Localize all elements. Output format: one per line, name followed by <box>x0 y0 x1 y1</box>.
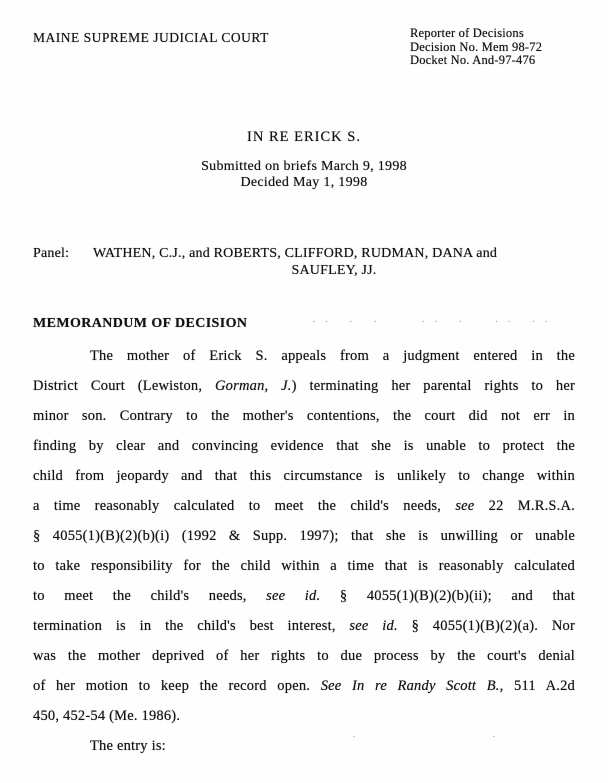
citation-italic: see <box>455 498 475 514</box>
body-line <box>33 611 575 641</box>
scan-artifact: · <box>352 731 365 743</box>
body-line <box>33 521 575 551</box>
body-text-segment: was the mother deprived of her rights to due process by the court's denial <box>33 648 575 664</box>
citation-italic: See In re Randy Scott B. <box>320 678 500 694</box>
body-text-segment: § 4055(1)(B)(2)(a). Nor <box>397 618 575 634</box>
body-line <box>33 401 575 431</box>
citation-italic: see id. <box>349 618 398 634</box>
body-line <box>33 701 575 731</box>
submitted-date: Submitted on briefs March 9, 1998 <box>201 159 407 174</box>
panel-label: Panel: <box>33 246 70 261</box>
scan-artifact: ·· · · ·· · ·· ·· <box>312 316 558 328</box>
panel-judges-line1: WATHEN, C.J., and ROBERTS, CLIFFORD, RUDMAN, DANA and <box>93 246 498 261</box>
body-text-segment: to take responsibility for the child within a time that is reasonably calculated <box>33 558 575 574</box>
body-text-segment: termination is in the child's best interest, <box>33 618 350 634</box>
body-line <box>33 341 575 371</box>
body-text-segment: , 511 A.2d <box>499 678 576 694</box>
body-text <box>33 341 575 761</box>
body-text-segment: minor son. Contrary to the mother's contentions, the court did not err in <box>33 408 575 424</box>
body-text-segment: of her motion to keep the record open. <box>33 678 321 694</box>
body-line <box>33 671 575 701</box>
body-line <box>33 551 575 581</box>
title-block <box>0 129 608 191</box>
body-text-segment: to meet the child's needs, <box>33 588 267 604</box>
body-text-segment: child from jeopardy and that this circumstance is unlikely to change within <box>33 468 575 484</box>
body-line <box>33 461 575 491</box>
body-line <box>33 431 575 461</box>
case-title: IN RE ERICK S. <box>247 129 361 145</box>
body-line <box>33 491 575 521</box>
citation-italic: see id. <box>266 588 321 604</box>
panel-judges-line2: SAUFLEY, JJ. <box>291 263 377 278</box>
reporter-block <box>410 27 542 68</box>
body-text-segment: The entry is: <box>90 738 166 754</box>
body-text-segment: a time reasonably calculated to meet the child's needs, <box>33 498 456 514</box>
memorandum-heading: MEMORANDUM OF DECISION <box>33 316 248 331</box>
body-line <box>33 641 575 671</box>
body-text-segment: finding by clear and convincing evidence that she is unable to protect the <box>33 438 575 454</box>
body-text-segment: 450, 452-54 (Me. 1986). <box>33 708 181 724</box>
panel-judges <box>93 245 575 279</box>
court-name: MAINE SUPREME JUDICIAL COURT <box>33 30 269 45</box>
decided-date: Decided May 1, 1998 <box>240 175 368 190</box>
body-text-segment: 22 M.R.S.A. <box>474 498 575 514</box>
body-text-segment: ) terminating her parental rights to her <box>291 378 576 394</box>
scan-artifact: · <box>492 731 505 743</box>
body-line <box>33 371 575 401</box>
body-text-segment: § 4055(1)(B)(2)(b)(ii); and that <box>320 588 575 604</box>
body-text-segment: District Court (Lewiston, <box>33 378 215 394</box>
panel-section <box>33 245 575 279</box>
reporter-of-decisions: Reporter of Decisions <box>410 26 524 40</box>
docket-number: Docket No. And-97-476 <box>410 53 536 67</box>
decision-number: Decision No. Mem 98-72 <box>410 39 543 54</box>
body-text-segment: The mother of Erick S. appeals from a judgment entered in the <box>90 348 575 364</box>
citation-italic: Gorman, J. <box>214 378 292 394</box>
body-text-segment: § 4055(1)(B)(2)(b)(i) (1992 & Supp. 1997); that she is unwilling or unable <box>33 528 575 544</box>
body-line <box>33 581 575 611</box>
